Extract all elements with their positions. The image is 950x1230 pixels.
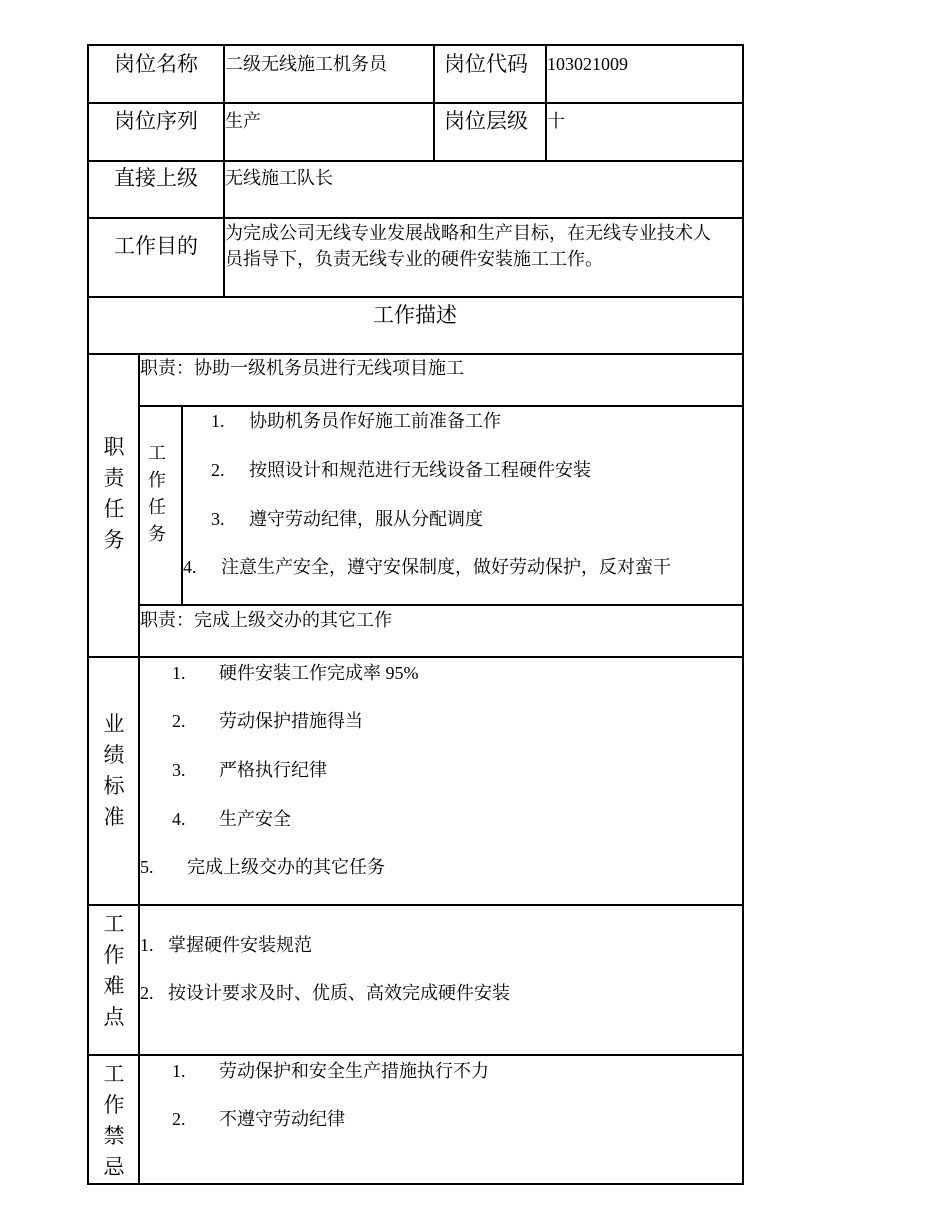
position-level-label: 岗位层级	[444, 109, 528, 133]
supervisor-value: 无线施工队长	[225, 168, 333, 188]
task-number: 1.	[211, 411, 225, 431]
purpose-text-line-1: 为完成公司无线专业发展战略和生产目标，在无线专业技术人	[225, 223, 711, 243]
duties-label: 职 责 任 务	[103, 435, 125, 552]
tasks-label: 工 作 任 务	[148, 443, 166, 544]
row-divider	[87, 904, 744, 906]
task-item: 按照设计和规范进行无线设备工程硬件安装	[249, 460, 591, 480]
position-name-value: 二级无线施工机务员	[225, 54, 387, 74]
row-divider	[87, 1054, 744, 1056]
row-divider	[87, 217, 744, 219]
duty-2-text: 职责：完成上级交办的其它工作	[140, 610, 392, 630]
column-divider	[433, 44, 435, 162]
position-level-value: 十	[547, 111, 565, 131]
performance-number: 5.	[140, 857, 154, 877]
taboo-item: 劳动保护和安全生产措施执行不力	[219, 1061, 489, 1081]
task-number: 3.	[211, 509, 225, 529]
table-border-top	[87, 44, 744, 46]
row-divider	[138, 604, 744, 606]
performance-item: 严格执行纪律	[219, 760, 327, 780]
taboo-number: 2.	[172, 1109, 186, 1129]
row-divider	[87, 656, 744, 658]
table-border-right	[742, 44, 744, 1185]
position-series-label: 岗位序列	[114, 109, 198, 133]
supervisor-label: 直接上级	[114, 166, 198, 190]
task-number: 2.	[211, 460, 225, 480]
difficulty-number: 1.	[140, 935, 154, 955]
row-divider	[87, 296, 744, 298]
performance-number: 2.	[172, 711, 186, 731]
task-item: 遵守劳动纪律，服从分配调度	[249, 509, 483, 529]
row-divider	[87, 353, 744, 355]
row-divider	[138, 405, 744, 407]
performance-number: 4.	[172, 809, 186, 829]
position-series-value: 生产	[225, 111, 261, 131]
performance-label: 业 绩 标 准	[103, 712, 125, 829]
difficulties-label: 工 作 难 点	[103, 912, 125, 1029]
duty-1-text: 职责：协助一级机务员进行无线项目施工	[140, 358, 464, 378]
taboo-item: 不遵守劳动纪律	[219, 1109, 345, 1129]
row-divider	[87, 160, 744, 162]
table-border-left	[87, 44, 89, 1185]
performance-number: 1.	[172, 663, 186, 683]
position-code-value: 103021009	[547, 54, 628, 74]
description-title: 工作描述	[373, 303, 457, 327]
task-item: 协助机务员作好施工前准备工作	[249, 411, 501, 431]
position-code-label: 岗位代码	[444, 52, 528, 76]
purpose-label: 工作目的	[114, 234, 198, 258]
task-item: 注意生产安全，遵守安保制度，做好劳动保护，反对蛮干	[221, 557, 671, 577]
taboo-number: 1.	[172, 1061, 186, 1081]
position-name-label: 岗位名称	[114, 52, 198, 76]
difficulty-item: 按设计要求及时、优质、高效完成硬件安装	[168, 983, 510, 1003]
difficulty-number: 2.	[140, 983, 154, 1003]
task-number: 4.	[183, 557, 197, 577]
performance-item: 生产安全	[219, 809, 291, 829]
performance-item: 完成上级交办的其它任务	[187, 857, 385, 877]
difficulty-item: 掌握硬件安装规范	[168, 935, 312, 955]
performance-item: 硬件安装工作完成率 95%	[219, 663, 419, 683]
taboos-label: 工 作 禁 忌	[103, 1062, 125, 1179]
performance-item: 劳动保护措施得当	[219, 711, 363, 731]
purpose-text-line-2: 员指导下，负责无线专业的硬件安装施工工作。	[225, 249, 603, 269]
row-divider	[87, 102, 744, 104]
table-border-bottom	[87, 1183, 744, 1185]
column-divider	[138, 353, 140, 1185]
performance-number: 3.	[172, 760, 186, 780]
